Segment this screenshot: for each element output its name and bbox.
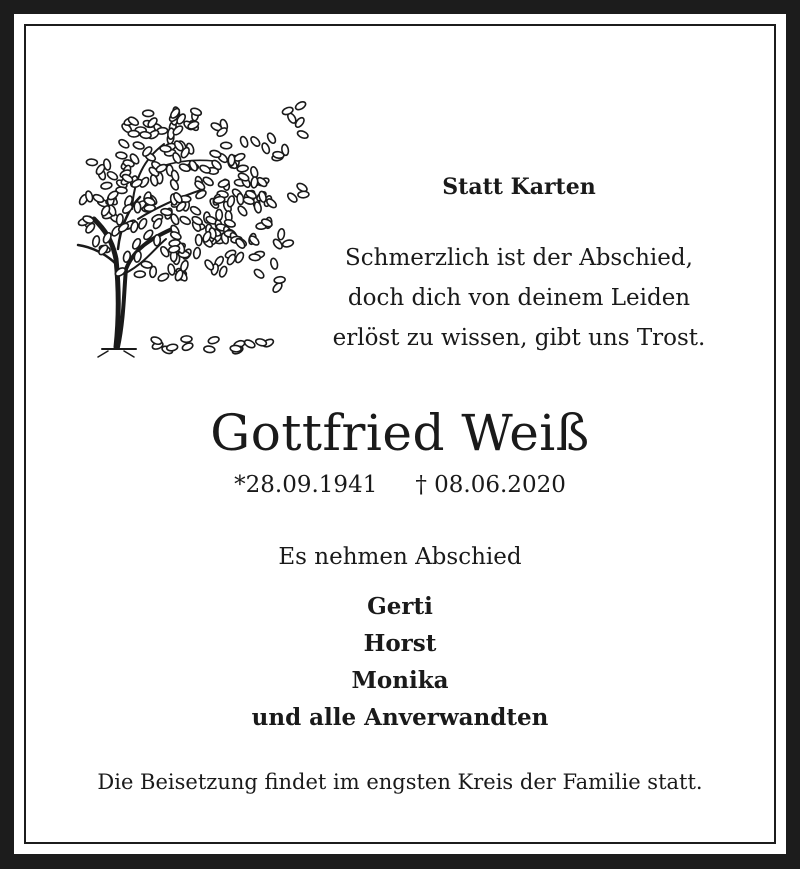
death-date: † 08.06.2020 xyxy=(415,472,566,498)
burial-note: Die Beisetzung findet im engsten Kreis der Familie statt. xyxy=(97,770,703,794)
mourner-name: Monika xyxy=(351,667,449,694)
windblown-tree-icon xyxy=(54,69,314,369)
header-block xyxy=(304,174,734,358)
verse-line: Schmerzlich ist der Abschied, xyxy=(345,245,693,271)
notice-page xyxy=(14,14,786,854)
verse xyxy=(304,238,734,358)
deceased-name: Gottfried Weiß xyxy=(210,404,590,462)
mourner-name: Gerti xyxy=(367,593,433,620)
life-dates xyxy=(14,472,786,498)
verse-line: doch dich von deinem Leiden xyxy=(347,285,691,311)
mourners-list xyxy=(14,588,786,736)
verse-line: erlöst zu wissen, gibt uns Trost. xyxy=(332,325,706,351)
farewell-line: Es nehmen Abschied xyxy=(278,544,522,570)
statt-karten-heading: Statt Karten xyxy=(442,174,596,200)
birth-date: *28.09.1941 xyxy=(234,472,378,498)
mourner-name: und alle Anverwandten xyxy=(251,704,549,731)
mourner-name: Horst xyxy=(363,630,437,657)
